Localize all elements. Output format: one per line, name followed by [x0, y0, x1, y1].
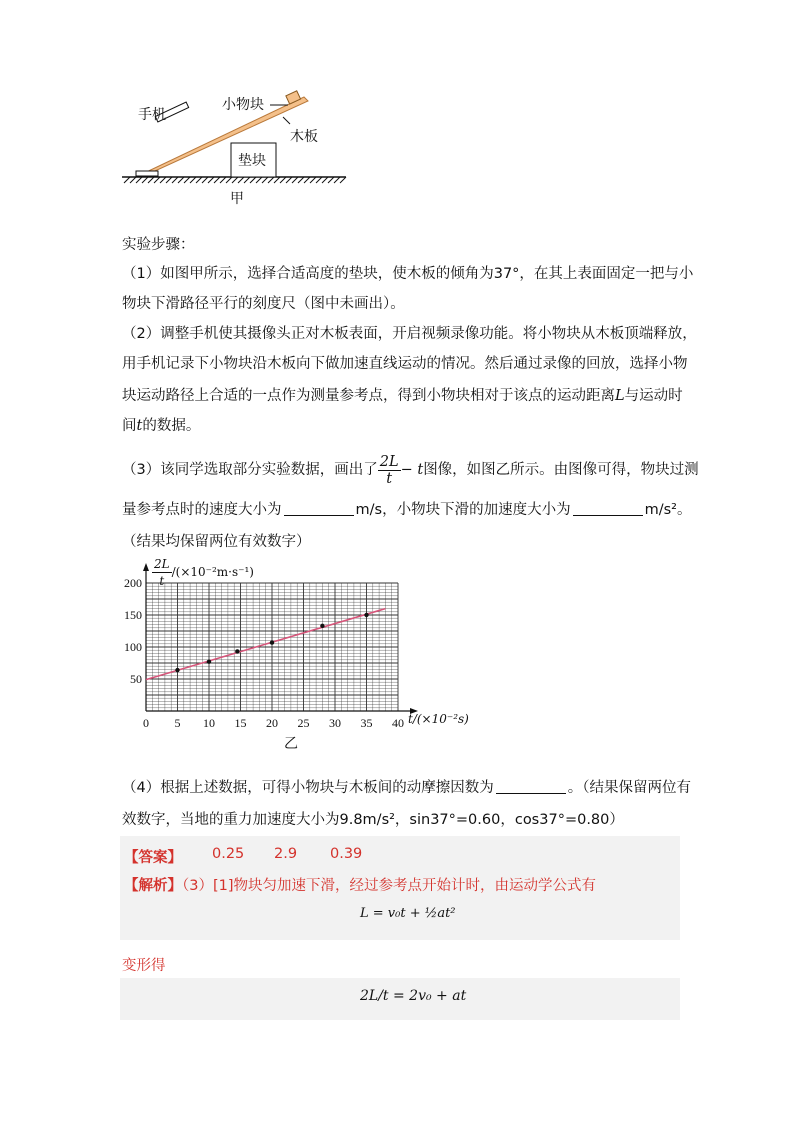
- step3-line2-part2: m/s，小物块下滑的加速度大小为: [355, 502, 571, 518]
- equation-1: L = v₀t + ½at²: [360, 906, 456, 921]
- ground-hatch-line: [136, 177, 142, 183]
- ground-hatch-line: [298, 177, 304, 183]
- answer-value-1: 0.25: [212, 846, 245, 862]
- ground: [122, 177, 346, 183]
- x-tick-label: 15: [234, 716, 247, 730]
- step2-line4: [122, 416, 682, 436]
- chart-caption: 乙: [284, 736, 298, 752]
- ground-hatch-line: [172, 177, 178, 183]
- ground-hatch-line: [268, 177, 274, 183]
- step3-minus-t: − t: [400, 462, 424, 478]
- y-tick-label: 150: [124, 608, 142, 622]
- ground-hatch-line: [208, 177, 214, 183]
- step4-line2: 效数字，当地的重力加速度大小为9.8m/s²，sin37°=0.60，cos37°=0.80）: [122, 812, 624, 828]
- chart-xlabel: t/(×10⁻²s): [408, 712, 469, 726]
- ground-hatch-line: [184, 177, 190, 183]
- step2-line4-part1: 间: [122, 418, 137, 434]
- ground-hatch-line: [322, 177, 328, 183]
- x-tick-label: 40: [392, 716, 404, 730]
- small-block-label: 小物块: [222, 97, 264, 113]
- step3-line2: [122, 500, 692, 520]
- ground-hatch-line: [328, 177, 334, 183]
- data-point: [207, 660, 211, 664]
- ground-hatch-line: [334, 177, 340, 183]
- ground-hatch-line: [316, 177, 322, 183]
- ground-hatch-line: [244, 177, 250, 183]
- y-tick-label: 100: [124, 640, 142, 654]
- equation-2: 2L/t = 2v₀ + at: [360, 988, 467, 1004]
- step2-line3-part2: 与运动时: [624, 388, 683, 404]
- ground-hatch-line: [340, 177, 346, 183]
- steps-heading: 实验步骤：: [122, 237, 195, 253]
- ground-hatch-line: [226, 177, 232, 183]
- step2-line3: [122, 386, 682, 406]
- data-point: [320, 624, 324, 628]
- ground-hatch-line: [154, 177, 160, 183]
- ground-hatch-line: [232, 177, 238, 183]
- x-tick-label: 35: [360, 716, 373, 730]
- ground-hatch-line: [262, 177, 268, 183]
- transform-label: 变形得: [122, 958, 166, 974]
- step3-line1: [122, 452, 699, 488]
- analysis-label: 【解析】: [124, 878, 182, 894]
- ground-hatch-line: [220, 177, 226, 183]
- ground-hatch-line: [178, 177, 184, 183]
- step3-part1: （3）该同学选取部分实验数据，画出了: [122, 462, 378, 478]
- ground-hatch-line: [274, 177, 280, 183]
- ground-hatch-line: [304, 177, 310, 183]
- x-tick-label: 25: [297, 716, 310, 730]
- step3-fraction: $\frac{2L}{t}$: [379, 453, 399, 487]
- ground-hatch-line: [202, 177, 208, 183]
- step3-part2: 图像，如图乙所示。由图像可得，物块过测: [423, 462, 699, 478]
- board-label: 木板: [290, 129, 318, 145]
- step4-line1-part1: （4）根据上述数据，可得小物块与木板间的动摩擦因数为: [122, 780, 494, 796]
- step3-line2-part1: 量参考点时的速度大小为: [122, 502, 282, 518]
- answer-value-2: 2.9: [274, 846, 298, 862]
- data-point: [364, 613, 368, 617]
- y-axis-arrow: [143, 563, 149, 571]
- ground-hatch-line: [142, 177, 148, 183]
- ground-hatch-line: [292, 177, 298, 183]
- x-tick-label: 0: [143, 716, 149, 730]
- pad-block-label: 垫块: [238, 153, 266, 169]
- step1-line1: （1）如图甲所示，选择合适高度的垫块，使木板的倾角为37°，在其上表面固定一把与小: [122, 266, 694, 282]
- x-tick-label: 30: [329, 716, 341, 730]
- ground-hatch-line: [196, 177, 202, 183]
- data-point: [270, 640, 274, 644]
- step4-line1-part2: 。（结果保留两位有: [567, 780, 691, 796]
- x-tick-label: 10: [203, 716, 215, 730]
- ground-hatch-line: [160, 177, 166, 183]
- ground-hatch-line: [256, 177, 262, 183]
- phone-label: 手机: [138, 107, 166, 123]
- var-t: t: [136, 418, 143, 434]
- step2-line1: （2）调整手机使其摄像头正对木板表面，开启视频录像功能。将小物块从木板顶端释放，: [122, 326, 697, 342]
- ground-hatch-line: [130, 177, 136, 183]
- data-point: [235, 649, 239, 653]
- step3-line3: （结果均保留两位有效数字）: [122, 534, 311, 550]
- y-tick-label: 200: [124, 576, 142, 590]
- answer-label: 【答案】: [124, 850, 182, 866]
- board-foot-shape: [136, 171, 158, 176]
- answer-value-3: 0.39: [330, 846, 363, 862]
- ground-hatch-line: [124, 177, 130, 183]
- step2-line4-part2: 的数据。: [142, 418, 201, 434]
- ground-hatch-line: [280, 177, 286, 183]
- analysis-text: （3）[1]物块匀加速下滑，经过参考点开始计时，由运动学公式有: [182, 878, 597, 894]
- figure-jia-caption: 甲: [230, 191, 244, 207]
- chart-ylabel: $\frac{2L}{t}$ /(×10⁻²m·s⁻¹): [154, 557, 254, 588]
- x-tick-label: 5: [174, 716, 181, 730]
- step2-line3-part1: 块运动路径上合适的一点作为测量参考点，得到小物块相对于该点的运动距离: [122, 388, 615, 404]
- step2-line2: 用手机记录下小物块沿木板向下做加速直线运动的情况。然后通过录像的回放，选择小物: [122, 356, 688, 372]
- analysis-line: [124, 874, 596, 895]
- var-L: L: [615, 388, 625, 404]
- ground-hatch-line: [190, 177, 196, 183]
- ground-hatch-line: [214, 177, 220, 183]
- x-tick-label: 20: [266, 716, 278, 730]
- ground-hatch-line: [166, 177, 172, 183]
- answer-blank-friction[interactable]: [496, 779, 566, 794]
- ground-hatch-line: [238, 177, 244, 183]
- answer-blank-acceleration[interactable]: [573, 501, 643, 516]
- answer-blank-velocity[interactable]: [284, 501, 354, 516]
- ground-hatch-line: [286, 177, 292, 183]
- ground-hatch-line: [310, 177, 316, 183]
- y-tick-label: 50: [130, 672, 142, 686]
- step3-line2-part3: m/s²。: [644, 502, 692, 518]
- ground-hatch-line: [250, 177, 256, 183]
- step4-line1: [122, 778, 691, 798]
- ground-hatch-line: [148, 177, 154, 183]
- step1-line2: 物块下滑路径平行的刻度尺（图中未画出）。: [122, 296, 405, 312]
- data-point: [175, 668, 179, 672]
